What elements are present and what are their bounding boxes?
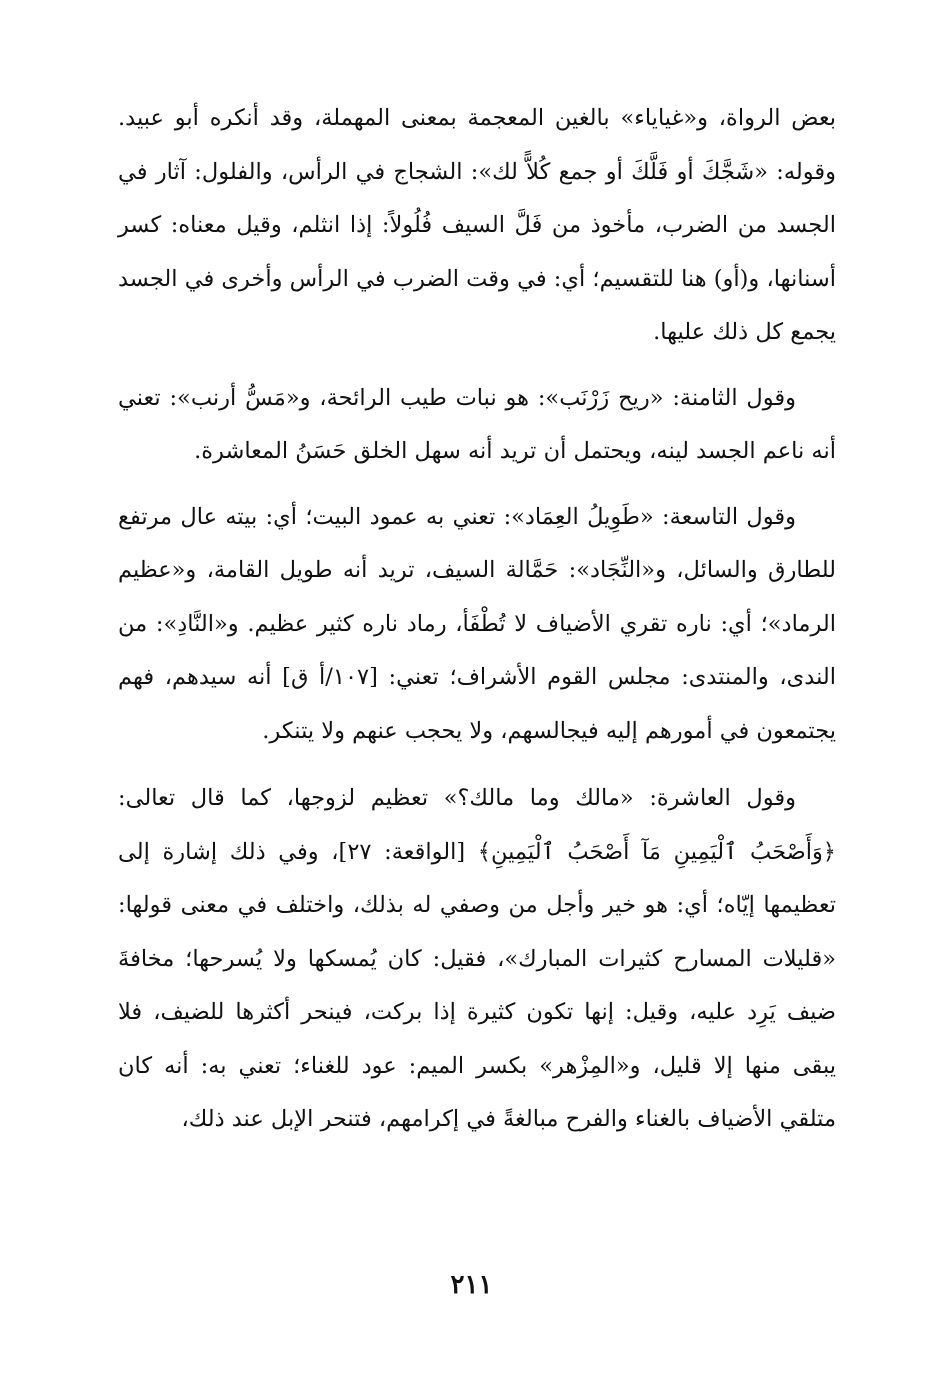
page-number: ٢١١	[450, 1270, 493, 1300]
paragraph-3: وقول التاسعة: «طَوِيلُ العِمَاد»: تعني به عمود البيت؛ أي: بيته عال مرتفع للطارق والسائل، و«النِّجَاد»: حَمَّالة السيف، تريد أنه طويل القامة، و«عظيم الرماد»؛ أي: ناره تقري الأضياف لا تُطْفَأ، رماد ناره كثير عظيم. و«النَّادِ»: من الندى، والمنتدى: مجلس القوم الأشراف؛ تعني: [١٠٧/أ ق] أنه سيدهم، فهم يجتمعون في أمورهم إليه فيجالسهم، ولا يحجب عنهم ولا يتنكر.	[118, 503, 836, 744]
paragraph-4: وقول العاشرة: «مالك وما مالك؟» تعظيم لزوجها، كما قال تعالى: ﴿وَأَصْحَبُ ٱلْيَمِينِ مَآ أَصْحَبُ ٱلْيَمِينِ﴾ [الواقعة: ٢٧]، وفي ذلك إشارة إلى تعظيمها إيّاه؛ أي: هو خير وأجل من وصفي له بذلك، واختلف في معنى قولها: «قليلات المسارح كثيرات المبارك»، فقيل: كان يُمسكها ولا يُسرحها؛ مخافةَ ضيف يَرِد عليه، وقيل: إنها تكون كثيرة إذا بركت، فينحر أكثرها للضيف، فلا يبقى منها إلا قليل، و«المِزْهر» بكسر الميم: عود للغناء؛ تعني به: أنه كان متلقي الأضياف بالغناء والفرح مبالغةً في إكرامهم، فتنحر الإبل عند ذلك،	[118, 785, 836, 1132]
paragraph-1: بعض الرواة، و«غياياء» بالغين المعجمة بمعنى المهملة، وقد أنكره أبو عبيد. وقوله: «شَجَّكَ أو فَلَّكَ أو جمع كُلاًّ لك»: الشجاج في الرأس، والفلول: آثار في الجسد من الضرب، مأخوذ من فَلَّ السيف فُلُولاً: إذا انثلم، وقيل معناه: كسر أسنانها، و(أو) هنا للتقسيم؛ أي: في وقت الضرب في الرأس وأخرى في الجسد يجمع كل ذلك عليها.	[118, 105, 836, 345]
paragraph-2: وقول الثامنة: «ريح زَرْنَب»: هو نبات طيب الرائحة، و«مَسُّ أرنب»: تعني أنه ناعم الجسد لينه، ويحتمل أن تريد أنه سهل الخلق حَسَنُ المعاشرة.	[118, 384, 836, 464]
page-body	[118, 92, 836, 1147]
